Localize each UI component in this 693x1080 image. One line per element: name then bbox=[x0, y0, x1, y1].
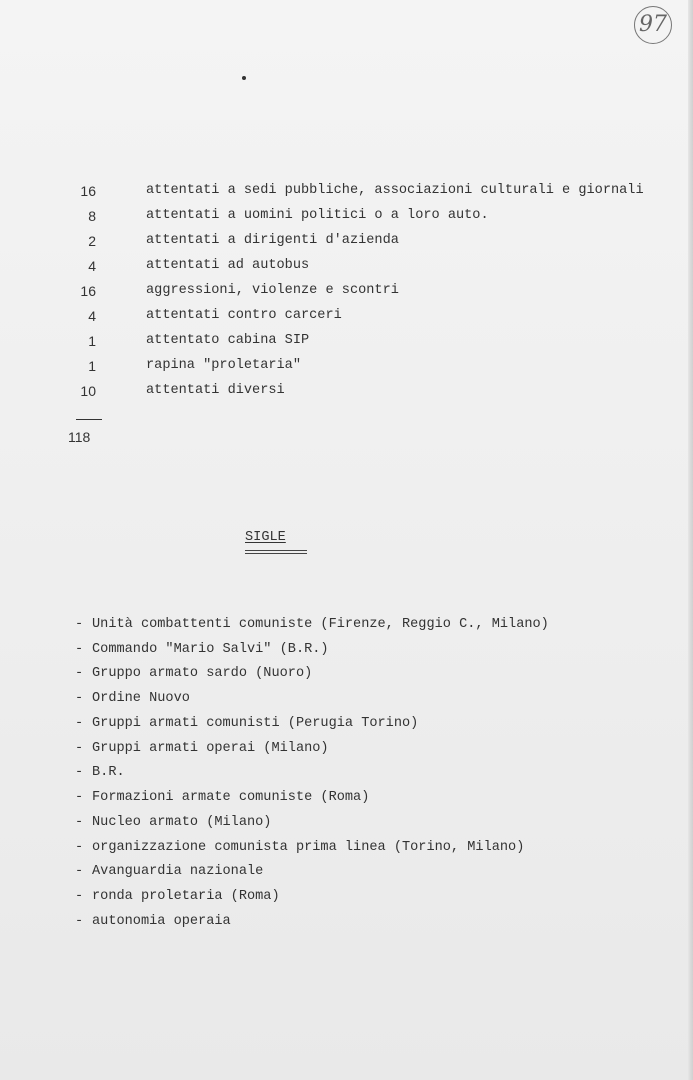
sigla-item bbox=[75, 909, 549, 934]
sigla-text: Gruppi armati comunisti (Perugia Torino) bbox=[92, 715, 419, 731]
sigla-item bbox=[75, 662, 549, 687]
statistics-row bbox=[62, 303, 644, 328]
list-dash: - bbox=[75, 864, 84, 880]
stat-description: attentato cabina SIP bbox=[146, 333, 310, 348]
statistics-row bbox=[62, 353, 644, 378]
sigla-item bbox=[75, 810, 549, 835]
stat-description: attentati contro carceri bbox=[146, 308, 342, 323]
list-dash: - bbox=[75, 790, 84, 806]
sigla-item bbox=[75, 612, 549, 637]
stat-description: attentati a dirigenti d'azienda bbox=[146, 233, 399, 248]
list-dash: - bbox=[75, 666, 84, 682]
list-dash: - bbox=[75, 814, 84, 830]
statistics-row bbox=[62, 278, 644, 303]
sigla-text: Ordine Nuovo bbox=[92, 691, 190, 707]
stat-count: 1 bbox=[88, 332, 96, 349]
sigla-item bbox=[75, 860, 549, 885]
stat-count: 16 bbox=[80, 182, 96, 199]
total-divider bbox=[76, 419, 102, 420]
sigla-text: Formazioni armate comuniste (Roma) bbox=[92, 790, 370, 806]
list-dash: - bbox=[75, 740, 84, 756]
sigla-text: ronda proletaria (Roma) bbox=[92, 889, 280, 905]
sigla-text: autonomia operaia bbox=[92, 913, 231, 929]
sigla-text: B.R. bbox=[92, 765, 125, 781]
stat-count: 10 bbox=[80, 382, 96, 399]
heading-double-underline bbox=[245, 550, 307, 554]
stat-description: attentati ad autobus bbox=[146, 258, 310, 273]
sigla-text: organizzazione comunista prima linea (Torino, Milano) bbox=[92, 839, 525, 855]
list-dash: - bbox=[75, 691, 84, 707]
statistics-row bbox=[62, 378, 644, 403]
sigla-item bbox=[75, 711, 549, 736]
ink-dot bbox=[242, 76, 246, 80]
sigla-text: Commando "Mario Salvi" (B.R.) bbox=[92, 641, 329, 657]
list-dash: - bbox=[75, 839, 84, 855]
statistics-row bbox=[62, 203, 644, 228]
statistics-row bbox=[62, 328, 644, 353]
sigla-item bbox=[75, 884, 549, 909]
list-dash: - bbox=[75, 715, 84, 731]
stat-count: 16 bbox=[80, 282, 96, 299]
sigle-list bbox=[75, 612, 549, 934]
sigla-item bbox=[75, 835, 549, 860]
stat-count: 4 bbox=[88, 307, 96, 324]
sigla-text: Gruppi armati operai (Milano) bbox=[92, 740, 329, 756]
sigla-text: Gruppo armato sardo (Nuoro) bbox=[92, 666, 313, 682]
statistics-row bbox=[62, 253, 644, 278]
stat-description: attentati diversi bbox=[146, 383, 285, 398]
list-dash: - bbox=[75, 641, 84, 657]
sigla-text: Unità combattenti comuniste (Firenze, Reggio C., Milano) bbox=[92, 616, 549, 632]
list-dash: - bbox=[75, 616, 84, 632]
statistics-list bbox=[62, 178, 644, 403]
sigla-text: Avanguardia nazionale bbox=[92, 864, 264, 880]
list-dash: - bbox=[75, 889, 84, 905]
scan-edge-shadow bbox=[688, 0, 693, 1080]
sigla-item bbox=[75, 686, 549, 711]
statistics-row bbox=[62, 228, 644, 253]
stat-description: aggressioni, violenze e scontri bbox=[146, 283, 399, 298]
sigla-text: Nucleo armato (Milano) bbox=[92, 814, 272, 830]
stat-description: attentati a sedi pubbliche, associazioni culturali e giornali bbox=[146, 183, 644, 198]
sigle-heading: SIGLE bbox=[245, 530, 286, 545]
stat-count: 2 bbox=[88, 232, 96, 249]
list-dash: - bbox=[75, 913, 84, 929]
stat-count: 8 bbox=[88, 207, 96, 224]
stat-description: rapina "proletaria" bbox=[146, 358, 301, 373]
stat-count: 1 bbox=[88, 357, 96, 374]
stat-description: attentati a uomini politici o a loro auto. bbox=[146, 208, 489, 223]
stat-count: 4 bbox=[88, 257, 96, 274]
sigla-item bbox=[75, 761, 549, 786]
sigla-item bbox=[75, 736, 549, 761]
sigla-item bbox=[75, 637, 549, 662]
list-dash: - bbox=[75, 765, 84, 781]
sigla-item bbox=[75, 785, 549, 810]
page-number-stamp: 97 bbox=[634, 6, 672, 44]
statistics-row bbox=[62, 178, 644, 203]
statistics-total: 118 bbox=[68, 429, 91, 445]
